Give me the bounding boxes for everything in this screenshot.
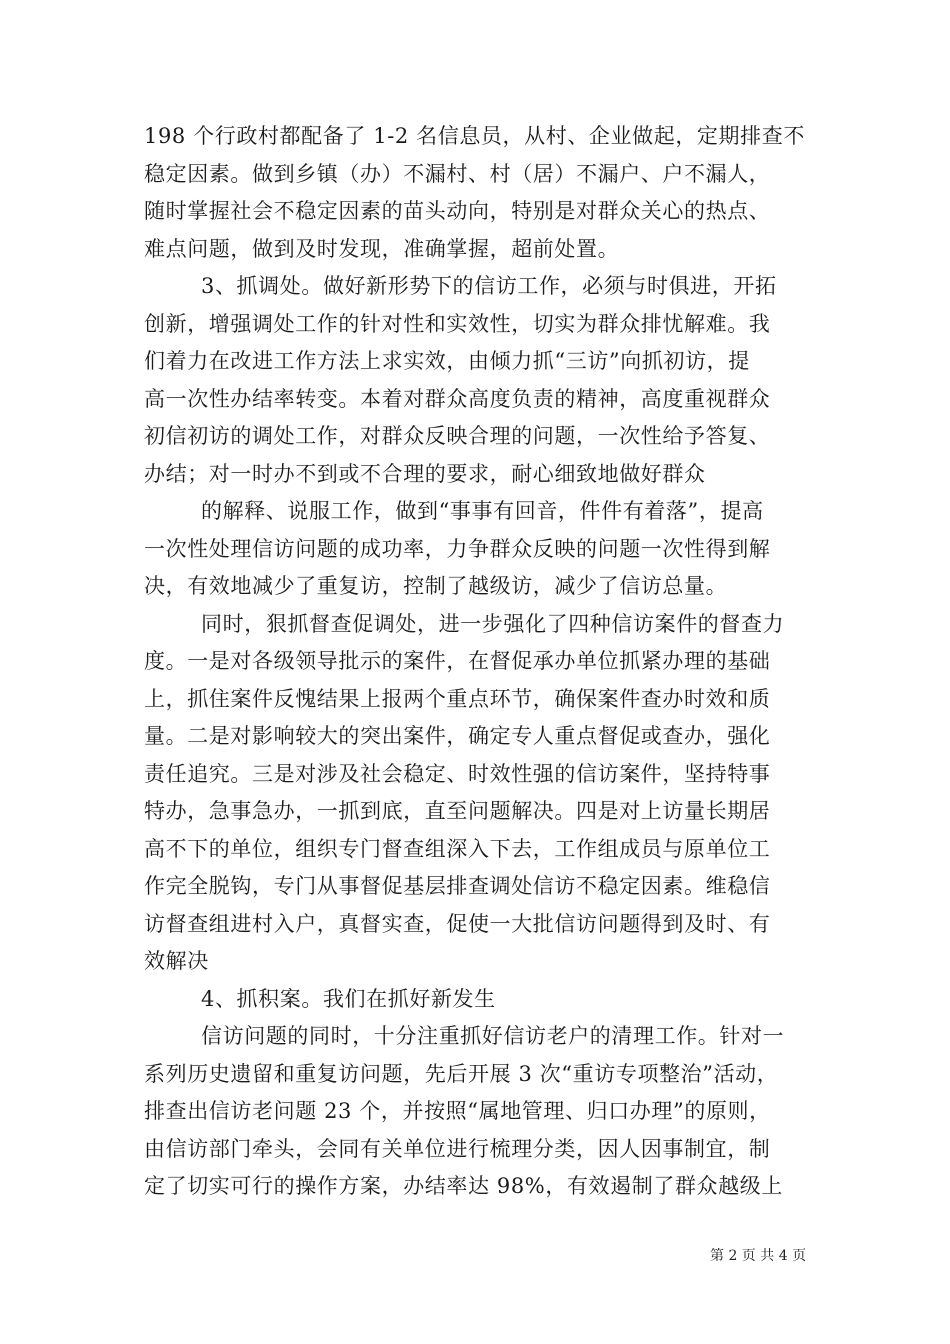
text-line: 随时掌握社会不稳定因素的苗头动向，特别是对群众关心的热点、 bbox=[144, 199, 771, 223]
text-line: 由信访部门牵头，会同有关单位进行梳理分类，因人因事制宜，制 bbox=[144, 1137, 771, 1161]
text-line: 们着力在改进工作方法上求实效，由倾力抓“三访”向抓初访，提 bbox=[144, 349, 750, 373]
text-line: 定了切实可行的操作方案，办结率达 98%，有效遏制了群众越级上 bbox=[144, 1174, 783, 1198]
text-line: 3、抓调处。做好新形势下的信访工作，必须与时俱进，开拓 bbox=[201, 274, 777, 298]
text-line: 一次性处理信访问题的成功率，力争群众反映的问题一次性得到解 bbox=[144, 537, 771, 561]
text-line: 度。一是对各级领导批示的案件，在督促承办单位抓紧办理的基础 bbox=[144, 649, 771, 673]
text-line: 量。二是对影响较大的突出案件，确定专人重点督促或查办，强化 bbox=[144, 724, 771, 748]
text-line: 信访问题的同时，十分注重抓好信访老户的清理工作。针对一 bbox=[201, 1024, 785, 1048]
text-line: 效解决 bbox=[144, 949, 209, 973]
text-line: 难点问题，做到及时发现，准确掌握，超前处置。 bbox=[144, 237, 620, 261]
text-line: 初信初访的调处工作，对群众反映合理的问题，一次性给予答复、 bbox=[144, 424, 771, 448]
text-line: 系列历史遗留和重复访问题，先后开展 3 次“重访专项整治”活动， bbox=[144, 1062, 779, 1086]
text-line: 198 个行政村都配备了 1-2 名信息员，从村、企业做起，定期排查不 bbox=[144, 124, 805, 148]
text-line: 决，有效地减少了重复访，控制了越级访，减少了信访总量。 bbox=[144, 574, 728, 598]
text-line: 创新，增强调处工作的针对性和实效性，切实为群众排忧解难。我 bbox=[144, 312, 771, 336]
page-number: 第 2 页 共 4 页 bbox=[710, 1248, 807, 1264]
text-line: 的解释、说服工作，做到“事事有回音，件件有着落”，提高 bbox=[201, 499, 764, 523]
text-line: 访督查组进村入户，真督实查，促使一大批信访问题得到及时、有 bbox=[144, 912, 771, 936]
text-line: 作完全脱钩，专门从事督促基层排查调处信访不稳定因素。维稳信 bbox=[144, 874, 771, 898]
text-line: 特办，急事急办，一抓到底，直至问题解决。四是对上访量长期居 bbox=[144, 799, 771, 823]
text-line: 4、抓积案。我们在抓好新发生 bbox=[201, 987, 496, 1011]
text-line: 上，抓住案件反愧结果上报两个重点环节，确保案件查办时效和质 bbox=[144, 687, 771, 711]
text-line: 责任追究。三是对涉及社会稳定、时效性强的信访案件，坚持特事 bbox=[144, 762, 771, 786]
text-line: 稳定因素。做到乡镇（办）不漏村、村（居）不漏户、户不漏人， bbox=[144, 162, 771, 186]
text-line: 高不下的单位，组织专门督查组深入下去，工作组成员与原单位工 bbox=[144, 837, 771, 861]
text-line: 高一次性办结率转变。本着对群众高度负责的精神，高度重视群众 bbox=[144, 387, 771, 411]
text-line: 排查出信访老问题 23 个，并按照“属地管理、归口办理”的原则， bbox=[144, 1099, 771, 1123]
text-line: 同时，狠抓督查促调处，进一步强化了四种信访案件的督查力 bbox=[201, 612, 785, 636]
text-line: 办结；对一时办不到或不合理的要求，耐心细致地做好群众 bbox=[144, 462, 706, 486]
